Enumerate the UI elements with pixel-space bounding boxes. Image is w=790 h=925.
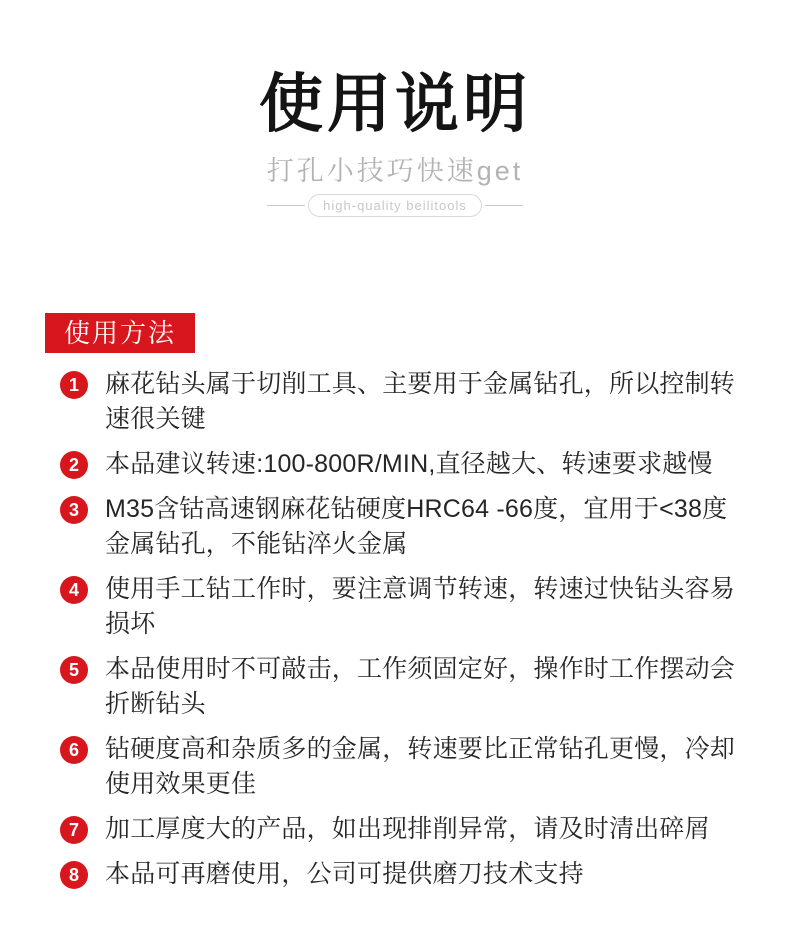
step-text: 使用手工钻工作时，要注意调节转速，转速过快钻头容易损坏 [105, 575, 736, 638]
step-number-badge: 3 [60, 496, 88, 524]
step-text: 钻硬度高和杂质多的金属，转速要比正常钻孔更慢，冷却使用效果更佳 [105, 735, 736, 798]
list-item [60, 572, 750, 642]
step-number-badge: 7 [60, 816, 88, 844]
list-item [60, 492, 750, 562]
quality-badge-row [0, 194, 790, 217]
step-number-badge: 4 [60, 576, 88, 604]
step-number-badge: 5 [60, 656, 88, 684]
step-text: 加工厚度大的产品，如出现排削异常，请及时清出碎屑 [105, 815, 710, 843]
step-text: 本品建议转速:100-800R/MIN,直径越大、转速要求越慢 [105, 450, 713, 478]
quality-badge: high-quality beilitools [308, 194, 482, 217]
instruction-list [0, 367, 790, 892]
list-item [60, 367, 750, 437]
right-divider-line [485, 205, 523, 206]
page-title: 使用说明 [259, 68, 531, 140]
step-number-badge: 8 [60, 861, 88, 889]
step-text: 本品使用时不可敲击，工作须固定好，操作时工作摆动会折断钻头 [105, 655, 736, 718]
instruction-page [0, 68, 790, 925]
list-item [60, 447, 750, 482]
step-text: 麻花钻头属于切削工具、主要用于金属钻孔，所以控制转速很关键 [105, 370, 736, 433]
step-number-badge: 6 [60, 736, 88, 764]
step-text: M35含钴高速钢麻花钻硬度HRC64 -66度，宜用于<38度金属钻孔，不能钻淬火金属 [105, 495, 728, 558]
list-item [60, 732, 750, 802]
list-item [60, 857, 750, 892]
step-number-badge: 2 [60, 451, 88, 479]
page-header [0, 68, 790, 217]
step-text: 本品可再磨使用，公司可提供磨刀技术支持 [105, 860, 584, 888]
left-divider-line [267, 205, 305, 206]
section-heading-usage-method: 使用方法 [45, 313, 195, 353]
page-subtitle: 打孔小技巧快速get [266, 156, 524, 186]
list-item [60, 812, 750, 847]
step-number-badge: 1 [60, 371, 88, 399]
list-item [60, 652, 750, 722]
